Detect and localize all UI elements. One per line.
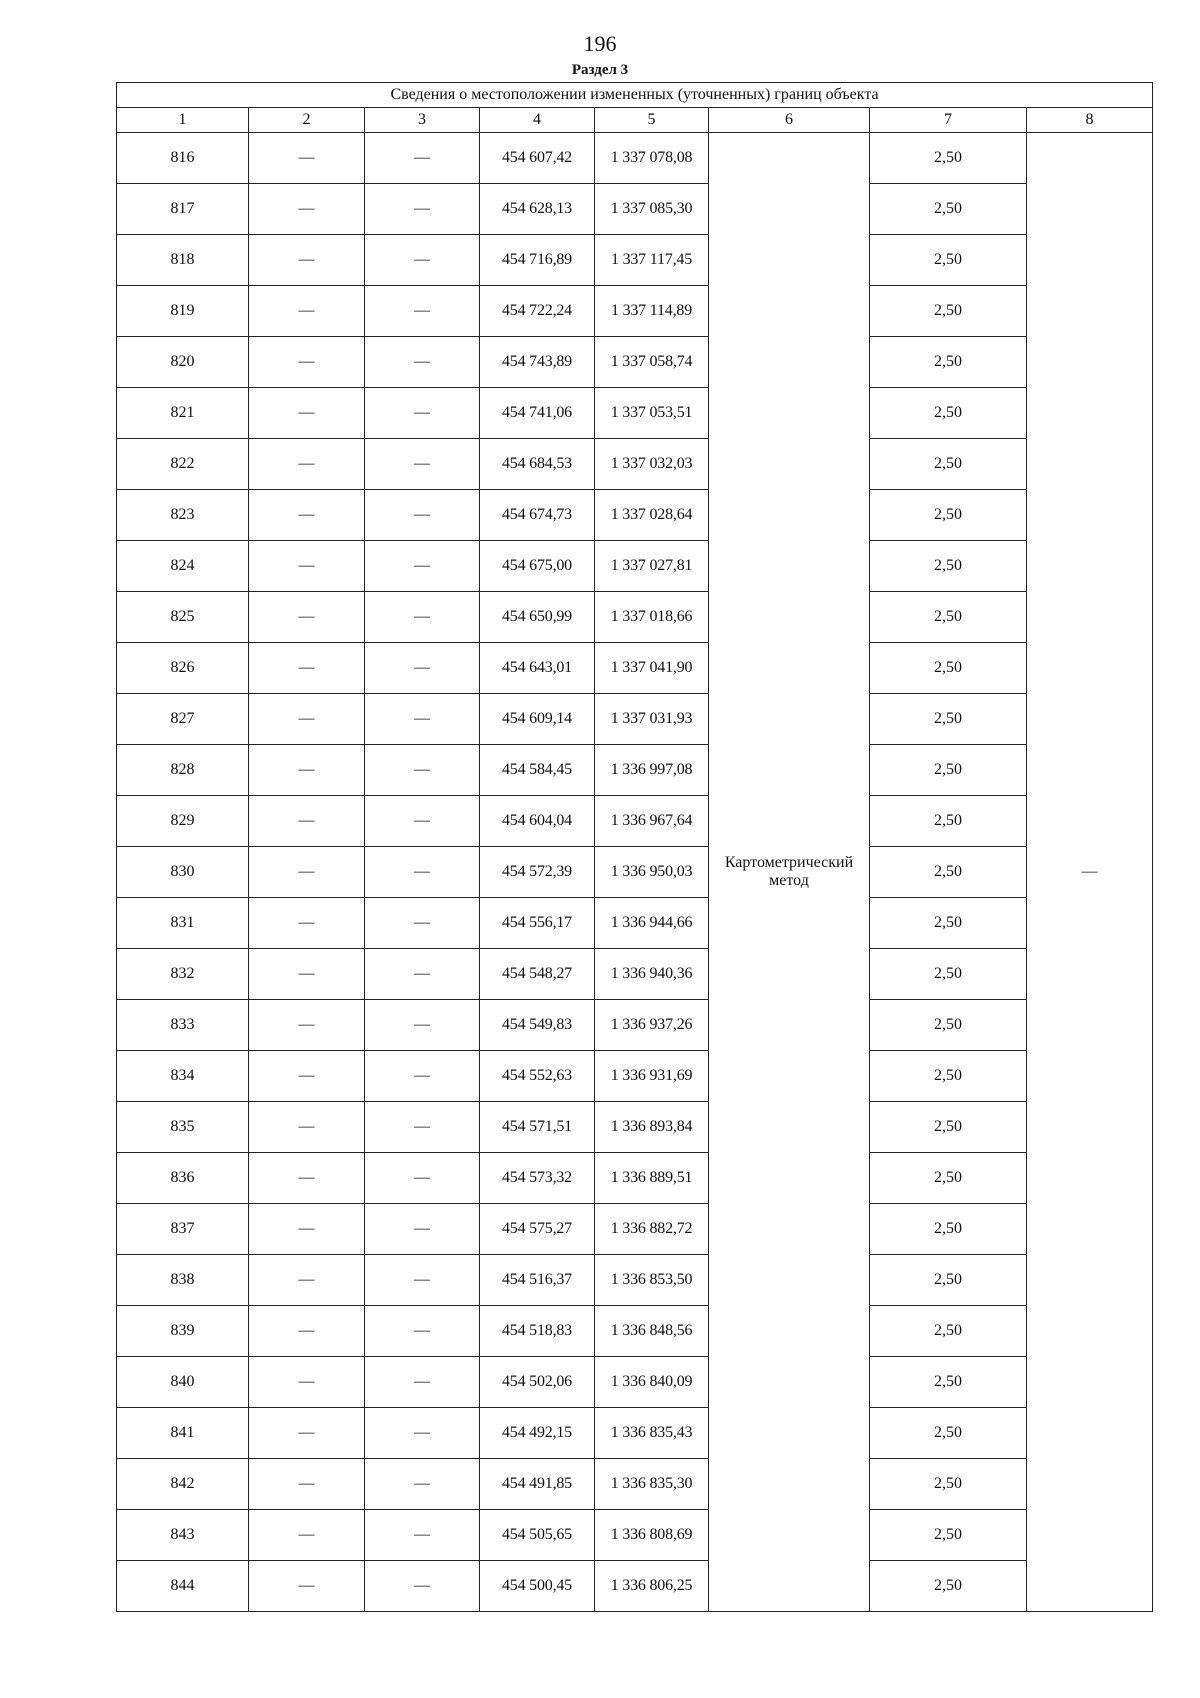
- column-3-cell: —: [365, 1051, 480, 1102]
- column-3-cell: —: [365, 796, 480, 847]
- accuracy-cell: 2,50: [870, 1204, 1027, 1255]
- column-2-cell: —: [249, 1204, 365, 1255]
- table-row: [117, 745, 1153, 796]
- column-8-cell: —: [1027, 133, 1153, 1612]
- point-number-cell: 828: [117, 745, 249, 796]
- table-row: [117, 1051, 1153, 1102]
- table-body: [117, 133, 1153, 1612]
- column-2-cell: —: [249, 694, 365, 745]
- boundary-coordinates-table: [116, 82, 1153, 1612]
- table-row: [117, 1255, 1153, 1306]
- accuracy-cell: 2,50: [870, 745, 1027, 796]
- x-coordinate-cell: 454 572,39: [480, 847, 595, 898]
- accuracy-cell: 2,50: [870, 439, 1027, 490]
- column-2-cell: —: [249, 337, 365, 388]
- page-number: 196: [583, 31, 617, 56]
- table-row: [117, 490, 1153, 541]
- y-coordinate-cell: 1 336 835,30: [595, 1459, 709, 1510]
- accuracy-cell: 2,50: [870, 1153, 1027, 1204]
- x-coordinate-cell: 454 609,14: [480, 694, 595, 745]
- column-2-cell: —: [249, 1306, 365, 1357]
- point-number-cell: 833: [117, 1000, 249, 1051]
- column-3-cell: —: [365, 745, 480, 796]
- accuracy-cell: 2,50: [870, 847, 1027, 898]
- column-number: 5: [595, 108, 709, 133]
- y-coordinate-cell: 1 337 114,89: [595, 286, 709, 337]
- point-number-cell: 823: [117, 490, 249, 541]
- x-coordinate-cell: 454 502,06: [480, 1357, 595, 1408]
- column-3-cell: —: [365, 592, 480, 643]
- accuracy-cell: 2,50: [870, 1510, 1027, 1561]
- point-number-cell: 842: [117, 1459, 249, 1510]
- x-coordinate-cell: 454 505,65: [480, 1510, 595, 1561]
- column-2-cell: —: [249, 1561, 365, 1612]
- y-coordinate-cell: 1 336 931,69: [595, 1051, 709, 1102]
- column-3-cell: —: [365, 541, 480, 592]
- point-number-cell: 829: [117, 796, 249, 847]
- x-coordinate-cell: 454 491,85: [480, 1459, 595, 1510]
- point-number-cell: 821: [117, 388, 249, 439]
- x-coordinate-cell: 454 716,89: [480, 235, 595, 286]
- y-coordinate-cell: 1 336 937,26: [595, 1000, 709, 1051]
- y-coordinate-cell: 1 337 041,90: [595, 643, 709, 694]
- accuracy-cell: 2,50: [870, 1102, 1027, 1153]
- y-coordinate-cell: 1 336 944,66: [595, 898, 709, 949]
- y-coordinate-cell: 1 337 032,03: [595, 439, 709, 490]
- x-coordinate-cell: 454 607,42: [480, 133, 595, 184]
- accuracy-cell: 2,50: [870, 337, 1027, 388]
- column-2-cell: —: [249, 184, 365, 235]
- point-number-cell: 831: [117, 898, 249, 949]
- column-3-cell: —: [365, 1153, 480, 1204]
- column-number: 1: [117, 108, 249, 133]
- y-coordinate-cell: 1 336 997,08: [595, 745, 709, 796]
- table-row: [117, 1306, 1153, 1357]
- y-coordinate-cell: 1 336 853,50: [595, 1255, 709, 1306]
- accuracy-cell: 2,50: [870, 133, 1027, 184]
- accuracy-cell: 2,50: [870, 1255, 1027, 1306]
- y-coordinate-cell: 1 336 840,09: [595, 1357, 709, 1408]
- column-3-cell: —: [365, 1000, 480, 1051]
- column-3-cell: —: [365, 133, 480, 184]
- y-coordinate-cell: 1 337 053,51: [595, 388, 709, 439]
- y-coordinate-cell: 1 336 835,43: [595, 1408, 709, 1459]
- column-2-cell: —: [249, 949, 365, 1000]
- x-coordinate-cell: 454 741,06: [480, 388, 595, 439]
- accuracy-cell: 2,50: [870, 235, 1027, 286]
- column-2-cell: —: [249, 439, 365, 490]
- point-number-cell: 832: [117, 949, 249, 1000]
- table-row: [117, 1510, 1153, 1561]
- x-coordinate-cell: 454 628,13: [480, 184, 595, 235]
- column-3-cell: —: [365, 388, 480, 439]
- point-number-cell: 839: [117, 1306, 249, 1357]
- column-2-cell: —: [249, 592, 365, 643]
- y-coordinate-cell: 1 336 808,69: [595, 1510, 709, 1561]
- column-number-row: [117, 108, 1153, 133]
- x-coordinate-cell: 454 500,45: [480, 1561, 595, 1612]
- x-coordinate-cell: 454 675,00: [480, 541, 595, 592]
- table-row: [117, 439, 1153, 490]
- table-row: [117, 796, 1153, 847]
- x-coordinate-cell: 454 584,45: [480, 745, 595, 796]
- column-2-cell: —: [249, 490, 365, 541]
- y-coordinate-cell: 1 336 882,72: [595, 1204, 709, 1255]
- table-row: [117, 1153, 1153, 1204]
- column-2-cell: —: [249, 847, 365, 898]
- table-row: [117, 1000, 1153, 1051]
- column-3-cell: —: [365, 694, 480, 745]
- accuracy-cell: 2,50: [870, 796, 1027, 847]
- column-2-cell: —: [249, 796, 365, 847]
- column-3-cell: —: [365, 1204, 480, 1255]
- accuracy-cell: 2,50: [870, 1357, 1027, 1408]
- table-row: [117, 1408, 1153, 1459]
- point-number-cell: 818: [117, 235, 249, 286]
- accuracy-cell: 2,50: [870, 643, 1027, 694]
- column-number: 4: [480, 108, 595, 133]
- y-coordinate-cell: 1 337 078,08: [595, 133, 709, 184]
- y-coordinate-cell: 1 337 027,81: [595, 541, 709, 592]
- x-coordinate-cell: 454 548,27: [480, 949, 595, 1000]
- point-number-cell: 822: [117, 439, 249, 490]
- x-coordinate-cell: 454 674,73: [480, 490, 595, 541]
- x-coordinate-cell: 454 573,32: [480, 1153, 595, 1204]
- column-number: 3: [365, 108, 480, 133]
- table-row: [117, 592, 1153, 643]
- column-3-cell: —: [365, 286, 480, 337]
- y-coordinate-cell: 1 336 950,03: [595, 847, 709, 898]
- x-coordinate-cell: 454 575,27: [480, 1204, 595, 1255]
- column-3-cell: —: [365, 439, 480, 490]
- column-2-cell: —: [249, 643, 365, 694]
- accuracy-cell: 2,50: [870, 541, 1027, 592]
- accuracy-cell: 2,50: [870, 1000, 1027, 1051]
- table-row: [117, 541, 1153, 592]
- y-coordinate-cell: 1 336 967,64: [595, 796, 709, 847]
- x-coordinate-cell: 454 556,17: [480, 898, 595, 949]
- accuracy-cell: 2,50: [870, 1561, 1027, 1612]
- column-2-cell: —: [249, 1255, 365, 1306]
- column-2-cell: —: [249, 1510, 365, 1561]
- x-coordinate-cell: 454 743,89: [480, 337, 595, 388]
- y-coordinate-cell: 1 337 018,66: [595, 592, 709, 643]
- column-3-cell: —: [365, 898, 480, 949]
- accuracy-cell: 2,50: [870, 898, 1027, 949]
- accuracy-cell: 2,50: [870, 949, 1027, 1000]
- column-2-cell: —: [249, 1000, 365, 1051]
- column-3-cell: —: [365, 337, 480, 388]
- x-coordinate-cell: 454 604,04: [480, 796, 595, 847]
- point-number-cell: 834: [117, 1051, 249, 1102]
- accuracy-cell: 2,50: [870, 694, 1027, 745]
- column-3-cell: —: [365, 1561, 480, 1612]
- table-row: [117, 847, 1153, 898]
- y-coordinate-cell: 1 337 031,93: [595, 694, 709, 745]
- column-number: 8: [1027, 108, 1153, 133]
- y-coordinate-cell: 1 337 058,74: [595, 337, 709, 388]
- accuracy-cell: 2,50: [870, 1408, 1027, 1459]
- y-coordinate-cell: 1 336 940,36: [595, 949, 709, 1000]
- y-coordinate-cell: 1 337 028,64: [595, 490, 709, 541]
- x-coordinate-cell: 454 492,15: [480, 1408, 595, 1459]
- column-number: 6: [709, 108, 870, 133]
- point-number-cell: 836: [117, 1153, 249, 1204]
- accuracy-cell: 2,50: [870, 592, 1027, 643]
- point-number-cell: 843: [117, 1510, 249, 1561]
- accuracy-cell: 2,50: [870, 286, 1027, 337]
- table-row: [117, 133, 1153, 184]
- method-cell: Картометрический метод: [709, 133, 870, 1612]
- point-number-cell: 840: [117, 1357, 249, 1408]
- x-coordinate-cell: 454 571,51: [480, 1102, 595, 1153]
- y-coordinate-cell: 1 336 889,51: [595, 1153, 709, 1204]
- x-coordinate-cell: 454 518,83: [480, 1306, 595, 1357]
- table-row: [117, 235, 1153, 286]
- column-2-cell: —: [249, 1357, 365, 1408]
- point-number-cell: 820: [117, 337, 249, 388]
- point-number-cell: 826: [117, 643, 249, 694]
- column-number: 7: [870, 108, 1027, 133]
- point-number-cell: 819: [117, 286, 249, 337]
- y-coordinate-cell: 1 337 117,45: [595, 235, 709, 286]
- column-2-cell: —: [249, 541, 365, 592]
- y-coordinate-cell: 1 336 893,84: [595, 1102, 709, 1153]
- column-2-cell: —: [249, 1153, 365, 1204]
- column-number: 2: [249, 108, 365, 133]
- accuracy-cell: 2,50: [870, 1459, 1027, 1510]
- point-number-cell: 825: [117, 592, 249, 643]
- table-row: [117, 286, 1153, 337]
- column-3-cell: —: [365, 184, 480, 235]
- table-row: [117, 184, 1153, 235]
- column-2-cell: —: [249, 898, 365, 949]
- point-number-cell: 827: [117, 694, 249, 745]
- point-number-cell: 835: [117, 1102, 249, 1153]
- x-coordinate-cell: 454 722,24: [480, 286, 595, 337]
- point-number-cell: 824: [117, 541, 249, 592]
- column-3-cell: —: [365, 643, 480, 694]
- point-number-cell: 837: [117, 1204, 249, 1255]
- section-title: Раздел 3: [571, 62, 629, 78]
- table-row: [117, 1561, 1153, 1612]
- point-number-cell: 841: [117, 1408, 249, 1459]
- column-2-cell: —: [249, 1408, 365, 1459]
- point-number-cell: 844: [117, 1561, 249, 1612]
- column-2-cell: —: [249, 388, 365, 439]
- column-3-cell: —: [365, 949, 480, 1000]
- point-number-cell: 830: [117, 847, 249, 898]
- column-3-cell: —: [365, 1510, 480, 1561]
- point-number-cell: 817: [117, 184, 249, 235]
- x-coordinate-cell: 454 643,01: [480, 643, 595, 694]
- table-row: [117, 898, 1153, 949]
- x-coordinate-cell: 454 650,99: [480, 592, 595, 643]
- table-row: [117, 337, 1153, 388]
- column-3-cell: —: [365, 1459, 480, 1510]
- accuracy-cell: 2,50: [870, 184, 1027, 235]
- table-row: [117, 949, 1153, 1000]
- column-2-cell: —: [249, 1459, 365, 1510]
- accuracy-cell: 2,50: [870, 1051, 1027, 1102]
- column-3-cell: —: [365, 1102, 480, 1153]
- accuracy-cell: 2,50: [870, 388, 1027, 439]
- table-row: [117, 1204, 1153, 1255]
- column-3-cell: —: [365, 847, 480, 898]
- table-row: [117, 1357, 1153, 1408]
- column-2-cell: —: [249, 1051, 365, 1102]
- table-row: [117, 1459, 1153, 1510]
- column-2-cell: —: [249, 133, 365, 184]
- column-3-cell: —: [365, 1255, 480, 1306]
- x-coordinate-cell: 454 552,63: [480, 1051, 595, 1102]
- x-coordinate-cell: 454 549,83: [480, 1000, 595, 1051]
- column-3-cell: —: [365, 1408, 480, 1459]
- column-3-cell: —: [365, 1306, 480, 1357]
- y-coordinate-cell: 1 336 848,56: [595, 1306, 709, 1357]
- accuracy-cell: 2,50: [870, 1306, 1027, 1357]
- column-3-cell: —: [365, 1357, 480, 1408]
- table-row: [117, 694, 1153, 745]
- x-coordinate-cell: 454 516,37: [480, 1255, 595, 1306]
- table-row: [117, 388, 1153, 439]
- table-caption: Сведения о местоположении измененных (уточненных) границ объекта: [117, 83, 1153, 108]
- column-3-cell: —: [365, 490, 480, 541]
- point-number-cell: 838: [117, 1255, 249, 1306]
- y-coordinate-cell: 1 336 806,25: [595, 1561, 709, 1612]
- column-2-cell: —: [249, 1102, 365, 1153]
- accuracy-cell: 2,50: [870, 490, 1027, 541]
- column-3-cell: —: [365, 235, 480, 286]
- column-2-cell: —: [249, 745, 365, 796]
- column-2-cell: —: [249, 286, 365, 337]
- table-row: [117, 643, 1153, 694]
- y-coordinate-cell: 1 337 085,30: [595, 184, 709, 235]
- column-2-cell: —: [249, 235, 365, 286]
- table-row: [117, 1102, 1153, 1153]
- x-coordinate-cell: 454 684,53: [480, 439, 595, 490]
- point-number-cell: 816: [117, 133, 249, 184]
